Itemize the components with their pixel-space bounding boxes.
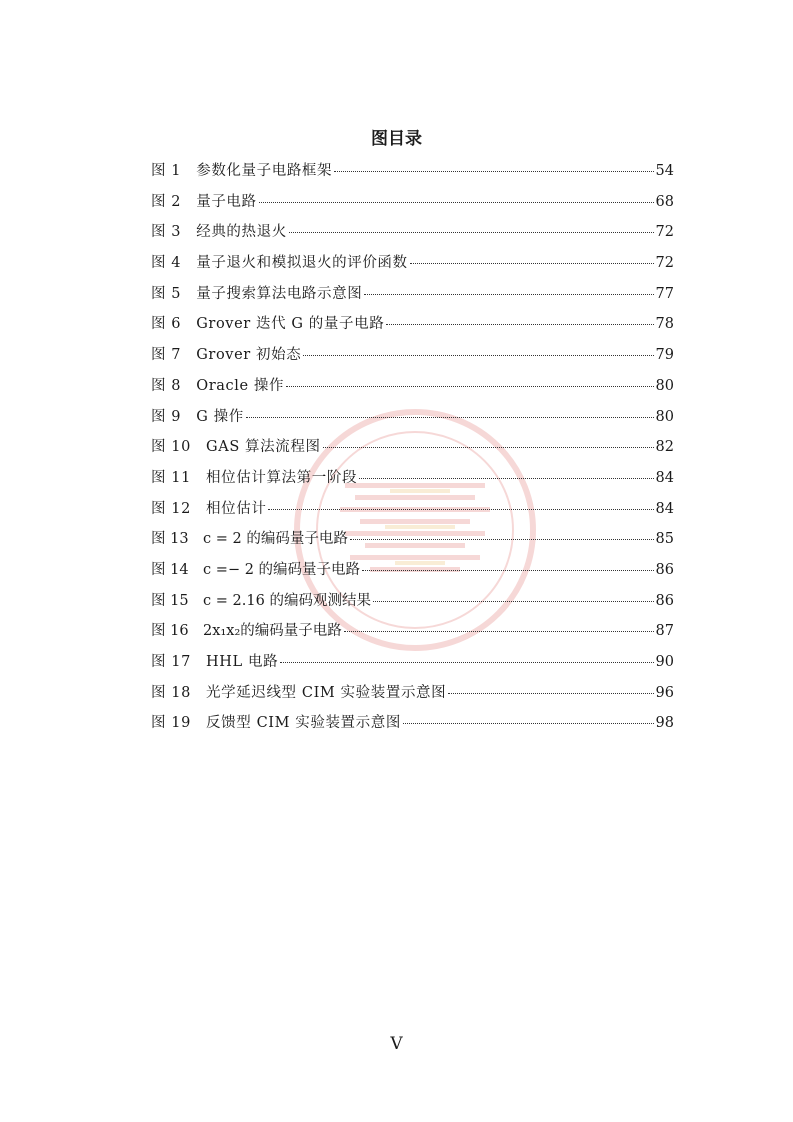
dot-leader (362, 570, 654, 571)
dot-leader (246, 417, 654, 418)
entry-label: 图 17 HHL 电路 (151, 654, 279, 670)
entry-page: 54 (655, 163, 674, 179)
entry-page: 77 (655, 285, 674, 302)
entry-page: 98 (655, 715, 674, 732)
toc-entry[interactable] (151, 681, 674, 712)
entry-page: 84 (655, 469, 674, 486)
entry-label: 图 16 2x₁x₂的编码量子电路 (151, 623, 342, 640)
toc-entry[interactable] (151, 619, 674, 650)
entry-page: 84 (655, 500, 674, 517)
entry-label: 图 9 G 操作 (151, 408, 244, 425)
entry-label: 图 10 GAS 算法流程图 (151, 439, 321, 456)
toc-entry[interactable] (151, 405, 674, 436)
toc-entry[interactable] (151, 589, 674, 620)
dot-leader (268, 509, 653, 510)
toc-entry[interactable] (151, 220, 674, 251)
entry-label: 图 4 量子退火和模拟退火的评价函数 (151, 255, 408, 272)
entry-page: 72 (655, 224, 674, 241)
dot-leader (259, 202, 654, 203)
entry-label: 图 13 c = 2 的编码量子电路 (151, 531, 348, 548)
dot-leader (373, 601, 654, 602)
entry-label: 图 6 Grover 迭代 G 的量子电路 (151, 316, 385, 333)
toc-entry[interactable] (151, 190, 674, 221)
dot-leader (303, 355, 653, 356)
entry-page: 90 (655, 654, 674, 670)
toc-entry[interactable] (151, 374, 674, 405)
toc-entry[interactable] (151, 312, 674, 343)
toc-entry[interactable] (151, 282, 674, 313)
entry-label: 图 2 量子电路 (151, 193, 257, 210)
dot-leader (334, 171, 653, 172)
dot-leader (280, 662, 653, 663)
dot-leader (359, 478, 653, 479)
toc-entry[interactable] (151, 435, 674, 466)
entry-page: 79 (655, 347, 674, 364)
dot-leader (403, 723, 654, 724)
entry-label: 图 19 反馈型 CIM 实验装置示意图 (151, 715, 401, 732)
entry-label: 图 7 Grover 初始态 (151, 347, 302, 364)
entry-label: 图 14 c =− 2 的编码量子电路 (151, 561, 361, 578)
toc-title: 图目录 (371, 129, 422, 149)
entry-label: 图 5 量子搜索算法电路示意图 (151, 285, 363, 302)
entry-page: 85 (655, 531, 674, 548)
entry-label: 图 15 c = 2.16 的编码观测结果 (151, 592, 371, 609)
entry-label: 图 1 参数化量子电路框架 (151, 163, 333, 179)
entry-label: 图 8 Oracle 操作 (151, 377, 285, 394)
dot-leader (410, 263, 654, 264)
dot-leader (323, 447, 654, 448)
dot-leader (386, 324, 653, 325)
entry-label: 图 12 相位估计 (151, 500, 267, 517)
entry-page: 80 (655, 377, 674, 394)
figure-list (151, 159, 674, 742)
toc-entry[interactable] (151, 711, 674, 742)
dot-leader (289, 232, 654, 233)
dot-leader (448, 693, 653, 694)
dot-leader (344, 631, 654, 632)
entry-page: 96 (655, 684, 674, 701)
entry-label: 图 18 光学延迟线型 CIM 实验装置示意图 (151, 684, 447, 701)
dot-leader (350, 539, 654, 540)
toc-entry[interactable] (151, 251, 674, 282)
toc-entry[interactable] (151, 497, 674, 528)
toc-entry[interactable] (151, 466, 674, 497)
entry-page: 80 (655, 408, 674, 425)
entry-page: 78 (655, 316, 674, 333)
entry-page: 68 (655, 193, 674, 210)
entry-label: 图 3 经典的热退火 (151, 224, 287, 241)
dot-leader (364, 294, 653, 295)
entry-page: 87 (655, 623, 674, 640)
page-number: V (390, 1034, 403, 1054)
entry-page: 82 (655, 439, 674, 456)
toc-entry[interactable] (151, 558, 674, 589)
toc-entry[interactable] (151, 343, 674, 374)
dot-leader (286, 386, 654, 387)
entry-page: 86 (655, 561, 674, 578)
entry-page: 86 (655, 592, 674, 609)
entry-page: 72 (655, 255, 674, 272)
toc-entry[interactable] (151, 527, 674, 558)
toc-entry[interactable] (151, 159, 674, 190)
toc-entry[interactable] (151, 650, 674, 681)
entry-label: 图 11 相位估计算法第一阶段 (151, 469, 358, 486)
